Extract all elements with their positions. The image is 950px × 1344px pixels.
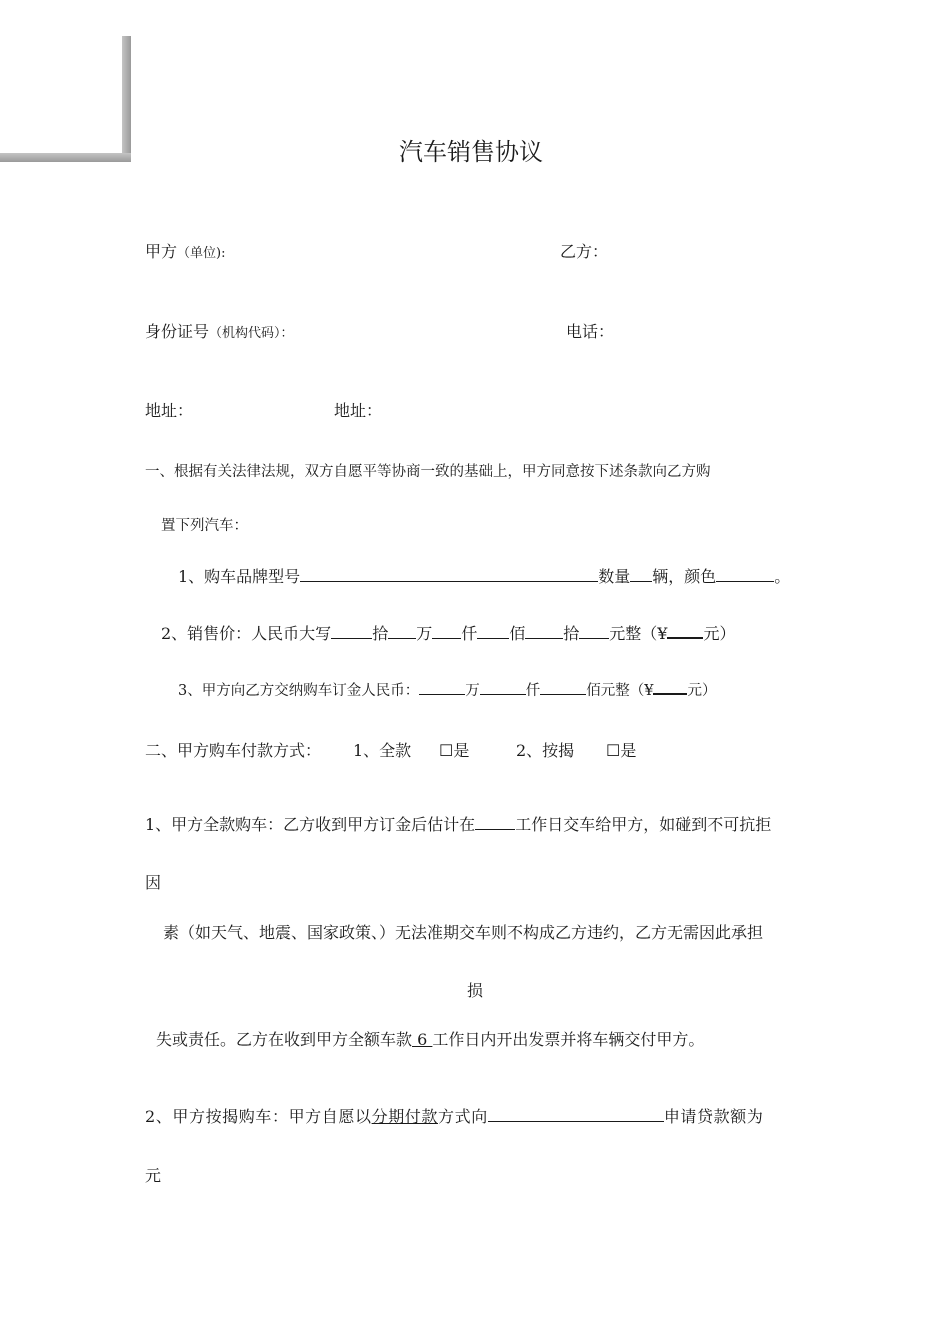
party-a-unit: （单位): [177, 246, 226, 261]
color-blank [716, 567, 774, 582]
unit-qian: 仟 [461, 624, 478, 643]
blank [388, 624, 416, 639]
blank [525, 624, 563, 639]
brand-blank [300, 567, 598, 582]
yuan-close: 元） [687, 683, 717, 699]
unit-wan: 万 [416, 624, 433, 643]
clause1-line1: 一、根据有关法律法规，双方自愿平等协商一致的基础上，甲方同意按下述条款向乙方购 [145, 464, 711, 480]
clause1-line2: 置下列汽车： [161, 518, 248, 534]
loan-text: 方式向 [438, 1107, 488, 1126]
item1-period: 。 [774, 567, 791, 586]
full-pay-text: 工作日内开出发票并将车辆交付甲方。 [432, 1030, 705, 1049]
item2-price-label: 2、销售价：人民币大写 [161, 624, 332, 643]
amount-blank [653, 679, 687, 695]
item1-quantity-label: 数量 [598, 567, 631, 586]
quantity-blank [630, 567, 652, 582]
lender-blank [488, 1107, 664, 1122]
payment-full-label: 1、全款 [353, 741, 412, 760]
yuan-close: 元） [703, 624, 736, 643]
payment-loan-checkbox[interactable]: ☐是 [606, 741, 637, 760]
unit-qian: 仟 [525, 683, 541, 699]
full-pay-text: 失或责任。乙方在收到甲方全额车款 [156, 1030, 413, 1049]
full-pay-line2: 因 [145, 873, 162, 892]
unit-wan: 万 [465, 683, 480, 699]
payment-full-checkbox[interactable]: ☐是 [439, 741, 470, 760]
working-days-value: 6 [412, 1030, 433, 1049]
party-a-line [145, 242, 225, 264]
loan-text: 2、甲方按揭购车：甲方自愿以 [145, 1107, 372, 1126]
payment-loan-label: 2、按揭 [516, 741, 575, 760]
installment-term: 分期付款 [371, 1107, 438, 1126]
unit-shi: 拾 [372, 624, 389, 643]
blank [331, 624, 372, 639]
item3-line [178, 679, 716, 701]
address-a-label: 地址： [145, 401, 194, 420]
full-pay-text: 1、甲方全款购车：乙方收到甲方订金后估计在 [145, 815, 476, 834]
party-a-label: 甲方 [145, 242, 178, 261]
item1-line [178, 567, 790, 587]
full-pay-line3: 素（如天气、地震、国家政策、）无法准期交车则不构成乙方违约，乙方无需因此承担 [163, 923, 764, 942]
blank [480, 680, 526, 695]
blank [432, 624, 461, 639]
document-title: 汽车销售协议 [399, 138, 543, 166]
unit-bai: 佰 [509, 624, 526, 643]
party-b-label: 乙方： [560, 242, 609, 261]
bai-yuan-zheng: 佰元整（¥ [586, 683, 654, 699]
loan-line2: 元 [145, 1166, 162, 1185]
blank [477, 624, 509, 639]
id-org-label: （机构代码）： [209, 326, 294, 341]
full-pay-line4: 损 [467, 981, 484, 1000]
payment-method-label: 二、甲方购车付款方式： [145, 741, 322, 760]
amount-blank [667, 623, 703, 639]
address-b-label: 地址： [334, 401, 383, 420]
yuan-zheng: 元整（¥ [609, 624, 668, 643]
page-corner-mark-horizontal [0, 153, 131, 162]
item1-color-label: 辆，颜色 [652, 567, 717, 586]
full-pay-text: 工作日交车给甲方，如碰到不可抗拒 [515, 815, 772, 834]
full-pay-line1 [145, 815, 771, 835]
id-line [145, 322, 294, 344]
days-blank [475, 815, 515, 830]
item2-line [161, 623, 735, 644]
blank [419, 680, 465, 695]
full-pay-line5 [156, 1030, 704, 1050]
blank [579, 624, 609, 639]
phone-label: 电话： [566, 322, 615, 341]
page-corner-mark-vertical [122, 36, 131, 162]
blank [540, 680, 586, 695]
item3-deposit-label: 3、甲方向乙方交纳购车订金人民币： [178, 683, 420, 699]
id-label: 身份证号 [145, 322, 210, 341]
loan-line1 [145, 1107, 763, 1127]
item1-brand-label: 1、购车品牌型号 [178, 567, 301, 586]
loan-amount-label: 申请贷款额为 [663, 1107, 764, 1126]
unit-shi: 拾 [563, 624, 580, 643]
